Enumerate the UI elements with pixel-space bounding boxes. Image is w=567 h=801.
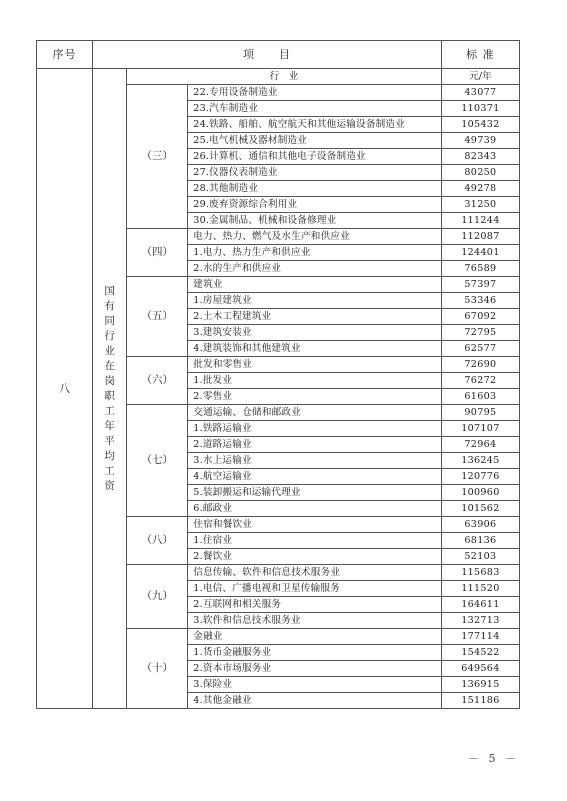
subheader-industry: 行 业 [127, 69, 442, 85]
standard-value: 62577 [441, 341, 519, 357]
industry-name: 3.建筑安装业 [188, 325, 442, 341]
industry-name: 28.其他制造业 [188, 181, 442, 197]
header-standard: 标 准 [441, 41, 519, 69]
header-seq: 序号 [37, 41, 93, 69]
industry-name: 22.专用设备制造业 [188, 85, 442, 101]
industry-name: 信息传输、软件和信息技术服务业 [188, 565, 442, 581]
industry-name: 2.土木工程建筑业 [188, 309, 442, 325]
standard-value: 164611 [441, 597, 519, 613]
industry-name: 30.金属制品、机械和设备修理业 [188, 213, 442, 229]
section-vertical-label [93, 69, 127, 709]
industry-name: 23.汽车制造业 [188, 101, 442, 117]
standard-value: 100960 [441, 485, 519, 501]
industry-name: 2.资本市场服务业 [188, 661, 442, 677]
group-label: （十） [127, 629, 188, 709]
industry-name: 24.铁路、船舶、航空航天和其他运输设备制造业 [188, 117, 442, 133]
industry-name: 住宿和餐饮业 [188, 517, 442, 533]
industry-name: 1.货币金融服务业 [188, 645, 442, 661]
industry-name: 5.装卸搬运和运输代理业 [188, 485, 442, 501]
standard-value: 72795 [441, 325, 519, 341]
industry-name: 6.邮政业 [188, 501, 442, 517]
industry-name: 1.批发业 [188, 373, 442, 389]
industry-name: 2.互联网和相关服务 [188, 597, 442, 613]
industry-name: 3.水上运输业 [188, 453, 442, 469]
standard-value: 110371 [441, 101, 519, 117]
group-label: （六） [127, 357, 188, 405]
standard-value: 52103 [441, 549, 519, 565]
industry-name: 26.计算机、通信和其他电子设备制造业 [188, 149, 442, 165]
industry-name: 29.废弃资源综合利用业 [188, 197, 442, 213]
page-number: － 5 － [468, 752, 519, 765]
wage-standard-table [36, 40, 520, 709]
standard-value: 101562 [441, 501, 519, 517]
industry-name: 2.零售业 [188, 389, 442, 405]
standard-value: 124401 [441, 245, 519, 261]
header-item: 项 目 [93, 41, 442, 69]
standard-value: 49278 [441, 181, 519, 197]
industry-name: 建筑业 [188, 277, 442, 293]
industry-name: 金融业 [188, 629, 442, 645]
industry-name: 2.水的生产和供应业 [188, 261, 442, 277]
standard-value: 111520 [441, 581, 519, 597]
standard-value: 151186 [441, 693, 519, 709]
table-subheader-row [37, 69, 520, 85]
standard-value: 115683 [441, 565, 519, 581]
standard-value: 177114 [441, 629, 519, 645]
industry-name: 2.餐饮业 [188, 549, 442, 565]
group-label: （八） [127, 517, 188, 565]
group-label: （三） [127, 85, 188, 229]
standard-value: 136915 [441, 677, 519, 693]
standard-value: 120776 [441, 469, 519, 485]
standard-value: 154522 [441, 645, 519, 661]
industry-name: 1.住宿业 [188, 533, 442, 549]
standard-value: 43077 [441, 85, 519, 101]
standard-value: 136245 [441, 453, 519, 469]
standard-value: 31250 [441, 197, 519, 213]
subheader-unit: 元/年 [441, 69, 519, 85]
industry-name: 批发和零售业 [188, 357, 442, 373]
standard-value: 82343 [441, 149, 519, 165]
industry-name: 4.航空运输业 [188, 469, 442, 485]
group-label: （七） [127, 405, 188, 517]
industry-name: 1.电力、热力生产和供应业 [188, 245, 442, 261]
standard-value: 72964 [441, 437, 519, 453]
standard-value: 132713 [441, 613, 519, 629]
standard-value: 57397 [441, 277, 519, 293]
section-number: 八 [37, 69, 93, 709]
standard-value: 76272 [441, 373, 519, 389]
standard-value: 76589 [441, 261, 519, 277]
standard-value: 72690 [441, 357, 519, 373]
standard-value: 111244 [441, 213, 519, 229]
industry-name: 4.其他金融业 [188, 693, 442, 709]
standard-value: 67092 [441, 309, 519, 325]
section-vertical-text: 国有同行业在岗职工年平均工资 [104, 284, 115, 492]
industry-name: 2.道路运输业 [188, 437, 442, 453]
industry-name: 1.电信、广播电视和卫星传输服务 [188, 581, 442, 597]
standard-value: 80250 [441, 165, 519, 181]
standard-value: 105432 [441, 117, 519, 133]
table-header-row [37, 41, 520, 69]
standard-value: 90795 [441, 405, 519, 421]
industry-name: 交通运输、仓储和邮政业 [188, 405, 442, 421]
industry-name: 1.铁路运输业 [188, 421, 442, 437]
standard-value: 107107 [441, 421, 519, 437]
industry-name: 3.软件和信息技术服务业 [188, 613, 442, 629]
industry-name: 3.保险业 [188, 677, 442, 693]
group-label: （五） [127, 277, 188, 357]
industry-name: 电力、热力、燃气及水生产和供应业 [188, 229, 442, 245]
industry-name: 27.仪器仪表制造业 [188, 165, 442, 181]
standard-value: 649564 [441, 661, 519, 677]
industry-name: 25.电气机械及器材制造业 [188, 133, 442, 149]
standard-value: 53346 [441, 293, 519, 309]
standard-value: 61603 [441, 389, 519, 405]
industry-name: 1.房屋建筑业 [188, 293, 442, 309]
industry-name: 4.建筑装饰和其他建筑业 [188, 341, 442, 357]
standard-value: 63906 [441, 517, 519, 533]
standard-value: 68136 [441, 533, 519, 549]
group-label: （九） [127, 565, 188, 629]
standard-value: 49739 [441, 133, 519, 149]
standard-value: 112087 [441, 229, 519, 245]
group-label: （四） [127, 229, 188, 277]
